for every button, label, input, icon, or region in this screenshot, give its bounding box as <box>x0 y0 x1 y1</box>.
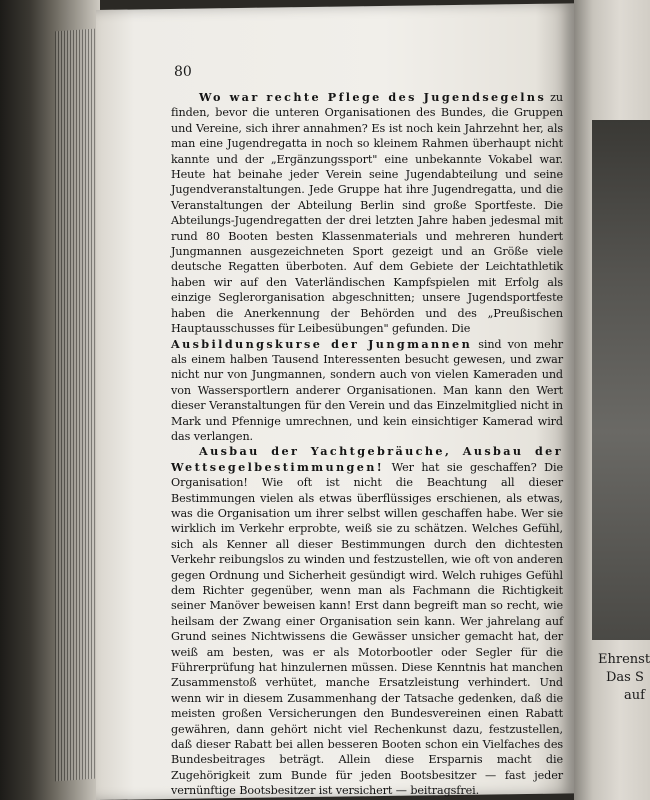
paragraph-1 <box>171 90 563 337</box>
facing-page-photo <box>592 120 650 640</box>
facing-page-caption-line1: Ehrenst <box>598 652 650 667</box>
paragraph-3 <box>171 444 563 798</box>
book-spine <box>0 0 100 800</box>
paragraph-3-lead: Ausbau der Yachtgebräuche, Ausbau der Wettsegelbestimmungen! <box>171 444 563 474</box>
facing-page-caption-line2: Das S <box>606 670 644 685</box>
page-number: 80 <box>174 64 192 80</box>
paragraph-2-text: sind von mehr als einem halben Tausend Interessenten besucht gewesen, und zwar nicht nur von Jungmannen, sondern auch von vielen Kameraden und von Wassersportlern anderer Organisationen. Man kann den Wert dieser Veranstaltungen für den Verein und das Einzelmitglied nicht in Mark und Pfennige umrechnen, und kein einsichtiger Kamerad wird das verlangen. <box>171 337 563 443</box>
paragraph-3-text: Wer hat sie geschaffen? Die Organisation! Wie oft ist nicht die Beachtung all dieser Bestimmungen vielen als etwas überflüssiges erschienen, als etwas, was die Organisation um ihrer selbst willen geschaffen habe. Wer sie wirklich im Verkehr erprobte, weiß sie zu schätzen. Welches Gefühl, sich als Kenner all dieser Bestimmungen durch den dichtesten Verkehr reibungslos zu winden und festzustellen, wie oft von anderen gegen Ordnung und Sicherheit gesündigt wird. Welch ruhiges Gefühl dem Richter gegenüber, wenn man als Fachmann die Richtigkeit seiner Manöver beweisen kann! Erst dann begreift man so recht, wie heilsam der Zwang einer Organisation sein kann. Wer jahrelang auf Grund seines Nichtwissens die Gewässer unsicher gemacht hat, der weiß am besten, was er als Motorbootler oder Segler für die Führerprüfung hat hinzulernen müssen. Diese Kenntnis hat manchen Zusammenstoß verhütet, manche Ersatzleistung verhindert. Und wenn wir in diesem Zusammenhang der Tatsache gedenken, daß die meisten großen Versicherungen den Bundesvereinen einen Rabatt gewähren, dann gehört nicht viel Rechenkunst dazu, festzustellen, daß dieser Rabatt bei allen besseren Booten schon ein Vielfaches des Bundesbeitrages beträgt. Allein diese Ersparnis macht die Zugehörigkeit zum Bunde für jeden Bootsbesitzer — fast jeder vernünftige Bootsbesitzer ist versichert — beitragsfrei. <box>171 460 563 798</box>
paragraph-2-lead: Ausbildungskurse der Jungmannen <box>171 336 473 351</box>
page-edges <box>55 29 95 782</box>
facing-page-caption-line3: auf <box>624 688 645 703</box>
paragraph-2 <box>171 337 563 445</box>
page-body-text <box>171 90 563 799</box>
paragraph-1-lead: Wo war rechte Pflege des Jugendsegelns <box>199 90 547 104</box>
paragraph-1-text: zu finden, bevor die unteren Organisationen des Bundes, die Gruppen und Vereine, sich ihrer annahmen? Es ist noch kein Jahrzehnt her, als man eine Jugendregatta in noch so kleinem Rahmen überhaupt nicht kannte und der „Ergänzungssport" eine unbekannte Vokabel war. Heute hat beinahe jeder Verein seine Jugendabteilung und seine Jugendveranstaltungen. Jede Gruppe hat ihre Jugendregatta, und die Veranstaltungen der Abteilung Berlin sind große Sportfeste. Die Abteilungs-Jugendregatten der drei letzten Jahre haben jedesmal mit rund 80 Booten besten Klassenmaterials und mehreren hundert Jungmannen ausgezeichneten Sport gezeigt und an Größe viele deutsche Regatten überboten. Auf dem Gebiete der Leichtathletik haben wir auf den Vaterländischen Kampfspielen mit Erfolg als einzige Seglerorganisation abgeschnitten; unsere Jugendsportfeste haben die Anerkennung der Behörden und des „Preußischen Hauptausschusses für Leibesübungen" gefunden. Die <box>171 91 563 336</box>
